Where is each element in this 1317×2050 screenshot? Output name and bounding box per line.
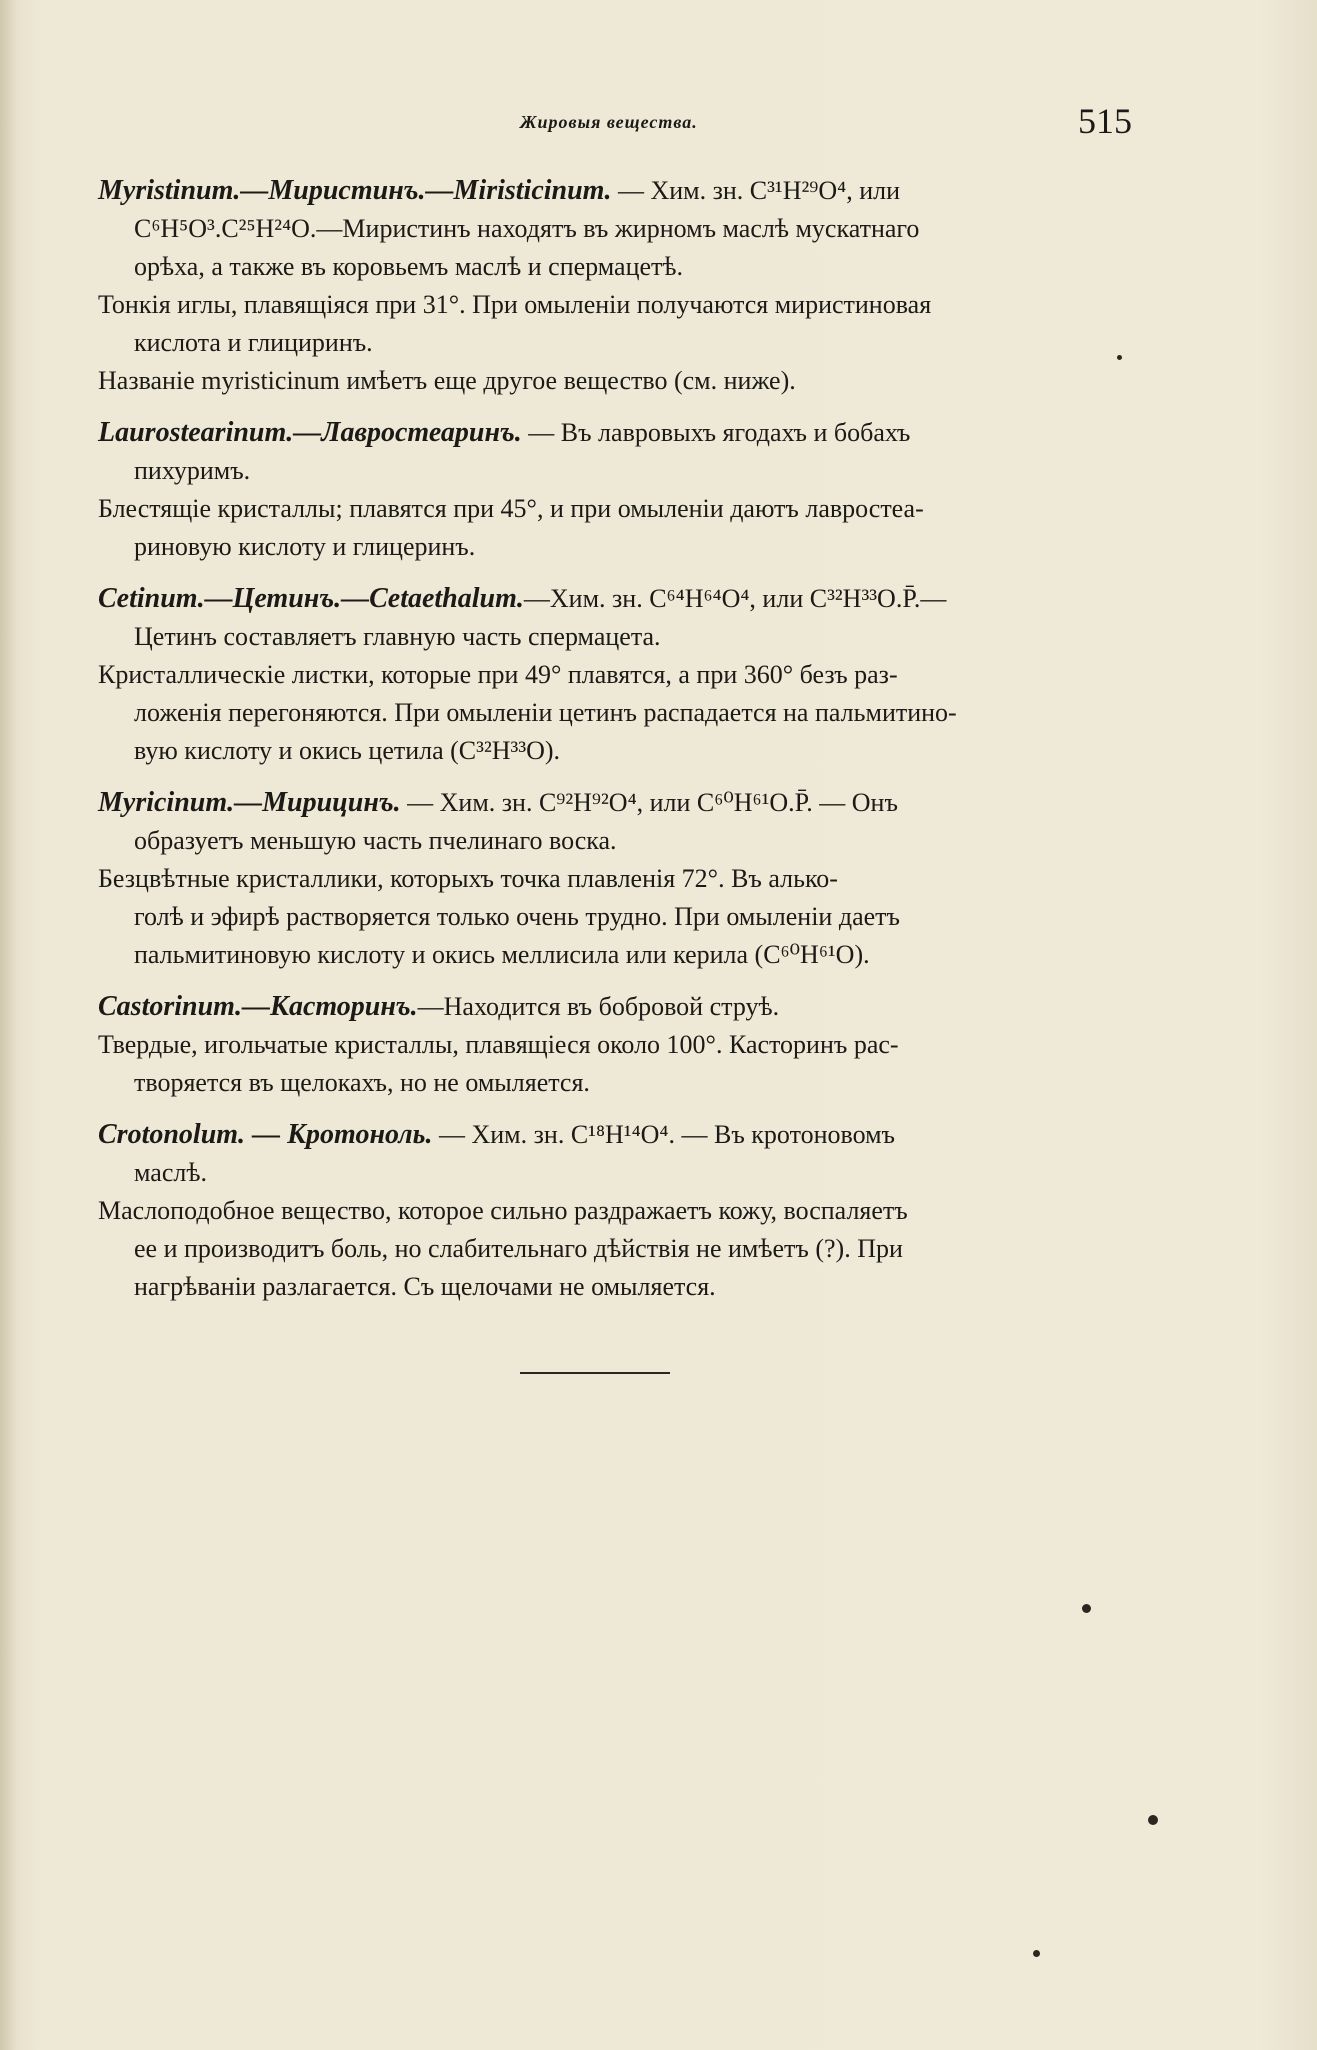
heading-continuation: Цетинъ составляетъ главную часть спермацета. <box>134 622 661 651</box>
entry-heading <box>98 784 1134 822</box>
running-header: Жировыя вещества. <box>520 112 698 132</box>
page-edge <box>0 0 16 2050</box>
description-line: Безцвѣтные кристаллики, которыхъ точка плавленія 72°. Въ алько- <box>98 864 838 893</box>
description-line: Маслоподобное вещество, которое сильно раздражаетъ кожу, воспаляетъ <box>98 1196 908 1225</box>
description-line: Кристаллическіе листки, которые при 49° плавятся, а при 360° безъ раз- <box>98 660 898 689</box>
ink-speck <box>1117 355 1122 360</box>
russian-term: Миристинъ. <box>268 175 426 206</box>
russian-term: Цетинъ. <box>232 583 342 614</box>
latin-synonym: Cetaethalum. <box>369 583 524 614</box>
description-line: Блестящіе кристаллы; плавятся при 45°, и при омыленіи даютъ лавростеа- <box>98 494 924 523</box>
heading-text: — Хим. зн. C⁹²H⁹²O⁴, или C⁶⁰H⁶¹O.P̄. — Онъ <box>400 788 898 817</box>
russian-term: Кротоноль. <box>287 1119 433 1150</box>
entry-heading <box>98 1116 1134 1154</box>
separator: — <box>234 787 263 818</box>
description-line: ложенія перегоняются. При омыленіи цетинъ распадается на пальмитино- <box>134 698 957 727</box>
entry-myricinum <box>98 784 1134 974</box>
article-body <box>98 172 1134 1320</box>
separator: — <box>240 175 269 206</box>
description-line: риновую кислоту и глицеринъ. <box>134 532 476 561</box>
description-line: кислота и глициринъ. <box>134 328 373 357</box>
entry-laurostearinum <box>98 414 1134 566</box>
heading-continuation: C⁶H⁵O³.C²⁵H²⁴O.—Миристинъ находятъ въ жирномъ маслѣ мускатнаго <box>134 214 920 243</box>
latin-term: Castorinum. <box>98 991 242 1022</box>
russian-term: Лавростеаринъ. <box>321 417 522 448</box>
heading-continuation: пихуримъ. <box>134 456 251 485</box>
separator: — <box>425 175 454 206</box>
separator: — <box>204 583 233 614</box>
ink-speck <box>1082 1604 1091 1613</box>
entry-heading <box>98 172 1134 210</box>
ink-speck <box>1148 1815 1158 1825</box>
entry-heading <box>98 580 1134 618</box>
page-number: 515 <box>1078 101 1132 141</box>
heading-continuation: орѣха, а также въ коровьемъ маслѣ и спермацетѣ. <box>134 252 684 281</box>
latin-term: Laurostearinum. <box>98 417 294 448</box>
entry-heading <box>98 414 1134 452</box>
description-line: творяется въ щелокахъ, но не омыляется. <box>134 1068 590 1097</box>
separator: — <box>293 417 322 448</box>
description-line: Тонкія иглы, плавящіяся при 31°. При омыленіи получаются миристиновая <box>98 290 932 319</box>
russian-term: Мирицинъ. <box>262 787 401 818</box>
heading-text: —Находится въ бобровой струѣ. <box>417 992 780 1021</box>
heading-text: — Въ лавровыхъ ягодахъ и бобахъ <box>521 418 911 447</box>
latin-term: Myristinum. <box>98 175 241 206</box>
latin-term: Crotonolum. <box>98 1119 246 1150</box>
ink-speck <box>1033 1950 1040 1957</box>
entry-crotonolum <box>98 1116 1134 1306</box>
heading-continuation: образуетъ меньшую часть пчелинаго воска. <box>134 826 617 855</box>
heading-text: — Хим. зн. C³¹H²⁹O⁴, или <box>611 176 900 205</box>
description-line: Названіе myristicinum имѣетъ еще другое вещество (см. ниже). <box>98 366 796 395</box>
description-line: нагрѣваніи разлагается. Съ щелочами не омыляется. <box>134 1272 716 1301</box>
heading-continuation: маслѣ. <box>134 1158 207 1187</box>
description-line: Твердые, игольчатые кристаллы, плавящіеся около 100°. Касторинъ рас- <box>98 1030 899 1059</box>
description-line: голѣ и эфирѣ растворяется только очень трудно. При омыленіи даетъ <box>134 902 900 931</box>
russian-term: Касторинъ. <box>269 991 418 1022</box>
description-line: пальмитиновую кислоту и окись меллисила или керила (C⁶⁰H⁶¹O). <box>134 940 870 969</box>
entry-myristinum <box>98 172 1134 400</box>
separator: — <box>241 991 270 1022</box>
entry-heading <box>98 988 1134 1026</box>
description-line: ее и производитъ боль, но слабительнаго дѣйствія не имѣетъ (?). При <box>134 1234 903 1263</box>
separator: — <box>341 583 370 614</box>
latin-term: Myricinum. <box>98 787 235 818</box>
end-rule <box>520 1372 670 1374</box>
heading-text: —Хим. зн. C⁶⁴H⁶⁴O⁴, или C³²H³³O.P̄.— <box>523 584 947 613</box>
entry-cetinum <box>98 580 1134 770</box>
description-line: вую кислоту и окись цетила (C³²H³³O). <box>134 736 561 765</box>
separator: — <box>245 1119 288 1150</box>
entry-castorinum <box>98 988 1134 1102</box>
latin-term: Cetinum. <box>98 583 205 614</box>
heading-text: — Хим. зн. C¹⁸H¹⁴O⁴. — Въ кротоновомъ <box>432 1120 895 1149</box>
latin-synonym: Miristicinum. <box>453 175 612 206</box>
